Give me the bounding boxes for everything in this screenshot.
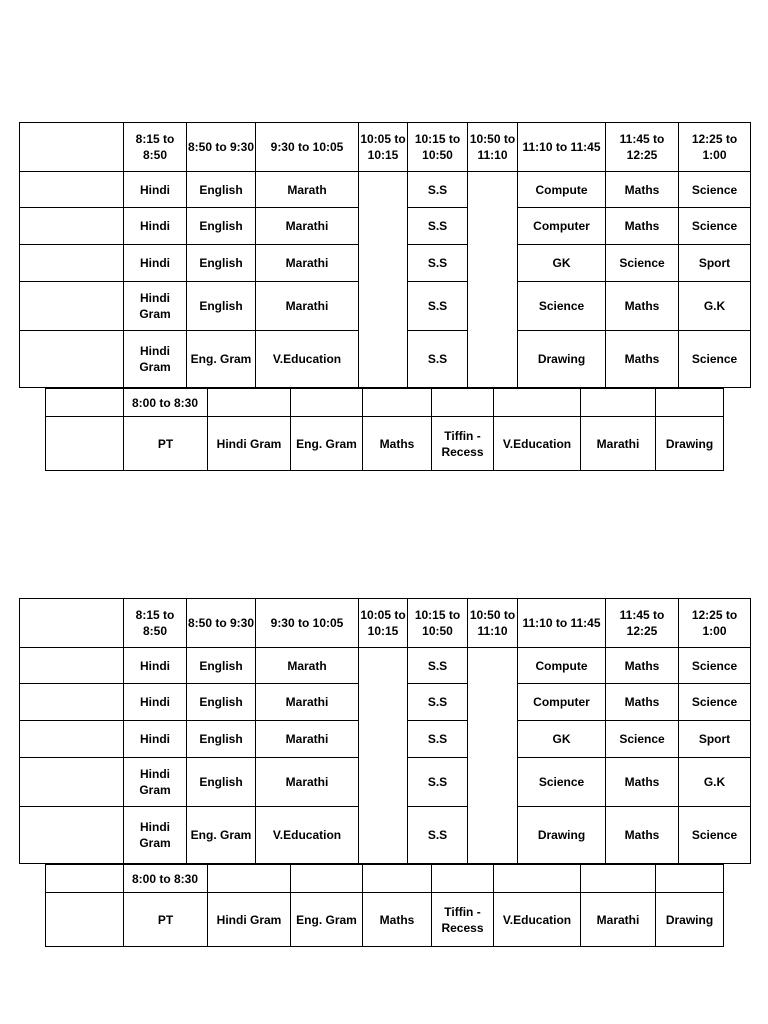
header-row (20, 599, 751, 648)
day-cell (20, 721, 124, 758)
header-cell: 10:50 to 11:10 (468, 599, 518, 648)
subject-cell: V.Education (494, 893, 581, 947)
header-row (20, 123, 751, 172)
corner-cell (20, 599, 124, 648)
subject-cell: English (187, 648, 256, 684)
subject-cell: S.S (408, 758, 468, 807)
subject-cell: English (187, 758, 256, 807)
header-cell: 11:45 to 12:25 (606, 599, 679, 648)
subject-cell: S.S (408, 807, 468, 864)
subject-cell: Computer (518, 208, 606, 245)
header-cell: 10:15 to 10:50 (408, 123, 468, 172)
subject-cell: Science (606, 245, 679, 282)
subject-cell: Drawing (518, 331, 606, 388)
empty-cell (291, 389, 363, 417)
header-cell: 10:05 to 10:15 (359, 599, 408, 648)
subject-cell: Hindi (124, 208, 187, 245)
subject-cell: Hindi (124, 172, 187, 208)
subject-cell: Hindi Gram (208, 893, 291, 947)
header-cell: 10:05 to 10:15 (359, 123, 408, 172)
subject-cell: Marathi (256, 721, 359, 758)
subject-cell: Maths (606, 684, 679, 721)
subject-cell: Eng. Gram (291, 417, 363, 471)
header-cell: 11:10 to 11:45 (518, 123, 606, 172)
subject-cell: Science (679, 684, 751, 721)
subject-cell: Science (679, 807, 751, 864)
recess-cell: Tiffin - Recess (432, 893, 494, 947)
empty-cell (363, 865, 432, 893)
subject-cell: Maths (606, 758, 679, 807)
subject-cell: Eng. Gram (187, 331, 256, 388)
subject-cell: Maths (606, 172, 679, 208)
subject-cell: Drawing (518, 807, 606, 864)
subject-cell: Marath (256, 172, 359, 208)
subject-cell: S.S (408, 172, 468, 208)
subject-cell: Sport (679, 721, 751, 758)
subject-cell: Science (518, 758, 606, 807)
subject-cell: Hindi (124, 721, 187, 758)
subject-cell: Science (606, 721, 679, 758)
subject-cell: Maths (363, 893, 432, 947)
short-break-cell (359, 648, 408, 864)
recess-cell: Tiffin - Recess (432, 417, 494, 471)
corner-cell (20, 123, 124, 172)
subject-cell: Sport (679, 245, 751, 282)
empty-cell (656, 865, 724, 893)
subject-cell: Drawing (656, 893, 724, 947)
day-cell (20, 807, 124, 864)
subject-cell: English (187, 245, 256, 282)
subject-cell: English (187, 282, 256, 331)
subject-cell: V.Education (256, 807, 359, 864)
empty-cell (208, 389, 291, 417)
header-cell: 8:00 to 8:30 (124, 389, 208, 417)
empty-cell (432, 865, 494, 893)
day-cell (20, 245, 124, 282)
subject-cell: Hindi Gram (124, 758, 187, 807)
subject-cell: Marathi (256, 282, 359, 331)
subject-cell: Science (518, 282, 606, 331)
day-cell (20, 208, 124, 245)
header-cell: 8:00 to 8:30 (124, 865, 208, 893)
subject-cell: Hindi (124, 648, 187, 684)
day-cell (20, 331, 124, 388)
short-break-cell (359, 172, 408, 388)
day-cell (46, 893, 124, 947)
subject-cell: Drawing (656, 417, 724, 471)
subject-cell: Maths (606, 282, 679, 331)
empty-cell (291, 865, 363, 893)
subject-cell: G.K (679, 282, 751, 331)
empty-cell (581, 389, 656, 417)
header-cell: 11:45 to 12:25 (606, 123, 679, 172)
header-cell: 10:15 to 10:50 (408, 599, 468, 648)
day-cell (20, 758, 124, 807)
subject-cell: S.S (408, 648, 468, 684)
recess-cell (468, 648, 518, 864)
subject-cell: G.K (679, 758, 751, 807)
table-row (46, 417, 724, 471)
subject-cell: English (187, 172, 256, 208)
empty-cell (363, 389, 432, 417)
header-cell: 8:15 to 8:50 (124, 123, 187, 172)
header-cell: 8:50 to 9:30 (187, 599, 256, 648)
corner-cell (46, 865, 124, 893)
subject-cell: Maths (363, 417, 432, 471)
subject-cell: English (187, 208, 256, 245)
subject-cell: V.Education (494, 417, 581, 471)
subject-cell: PT (124, 893, 208, 947)
day-cell (20, 172, 124, 208)
subject-cell: S.S (408, 684, 468, 721)
subject-cell: Maths (606, 331, 679, 388)
subject-cell: Compute (518, 172, 606, 208)
header-cell: 9:30 to 10:05 (256, 599, 359, 648)
timetable-main (19, 598, 751, 864)
empty-cell (208, 865, 291, 893)
subject-cell: Marathi (256, 208, 359, 245)
subject-cell: Compute (518, 648, 606, 684)
subject-cell: Science (679, 331, 751, 388)
subject-cell: Hindi Gram (124, 282, 187, 331)
subject-cell: S.S (408, 208, 468, 245)
subject-cell: S.S (408, 331, 468, 388)
subject-cell: S.S (408, 721, 468, 758)
subject-cell: Marath (256, 648, 359, 684)
header-cell: 11:10 to 11:45 (518, 599, 606, 648)
timetable-saturday (45, 388, 724, 471)
subject-cell: PT (124, 417, 208, 471)
subject-cell: S.S (408, 245, 468, 282)
subject-cell: Science (679, 172, 751, 208)
subject-cell: Hindi Gram (124, 331, 187, 388)
empty-cell (656, 389, 724, 417)
header-cell: 12:25 to 1:00 (679, 599, 751, 648)
subject-cell: Eng. Gram (187, 807, 256, 864)
subject-cell: Marathi (256, 758, 359, 807)
subject-cell: S.S (408, 282, 468, 331)
timetable-saturday (45, 864, 724, 947)
timetable-main (19, 122, 751, 388)
subject-cell: Marathi (256, 245, 359, 282)
subject-cell: English (187, 721, 256, 758)
subject-cell: English (187, 684, 256, 721)
header-cell: 12:25 to 1:00 (679, 123, 751, 172)
subject-cell: Science (679, 648, 751, 684)
subject-cell: Maths (606, 648, 679, 684)
header-cell: 8:50 to 9:30 (187, 123, 256, 172)
empty-cell (581, 865, 656, 893)
empty-cell (494, 865, 581, 893)
table-row (20, 172, 751, 208)
subject-cell: Maths (606, 807, 679, 864)
header-cell: 8:15 to 8:50 (124, 599, 187, 648)
day-cell (20, 282, 124, 331)
table-row (20, 648, 751, 684)
day-cell (46, 417, 124, 471)
empty-cell (432, 389, 494, 417)
empty-cell (494, 389, 581, 417)
header-row (46, 865, 724, 893)
subject-cell: Science (679, 208, 751, 245)
subject-cell: Maths (606, 208, 679, 245)
subject-cell: Hindi Gram (208, 417, 291, 471)
subject-cell: Marathi (581, 893, 656, 947)
subject-cell: GK (518, 245, 606, 282)
day-cell (20, 648, 124, 684)
table-row (46, 893, 724, 947)
corner-cell (46, 389, 124, 417)
subject-cell: Computer (518, 684, 606, 721)
day-cell (20, 684, 124, 721)
subject-cell: Hindi Gram (124, 807, 187, 864)
header-cell: 10:50 to 11:10 (468, 123, 518, 172)
subject-cell: V.Education (256, 331, 359, 388)
header-row (46, 389, 724, 417)
subject-cell: GK (518, 721, 606, 758)
header-cell: 9:30 to 10:05 (256, 123, 359, 172)
recess-cell (468, 172, 518, 388)
subject-cell: Hindi (124, 684, 187, 721)
subject-cell: Eng. Gram (291, 893, 363, 947)
subject-cell: Marathi (581, 417, 656, 471)
subject-cell: Hindi (124, 245, 187, 282)
subject-cell: Marathi (256, 684, 359, 721)
